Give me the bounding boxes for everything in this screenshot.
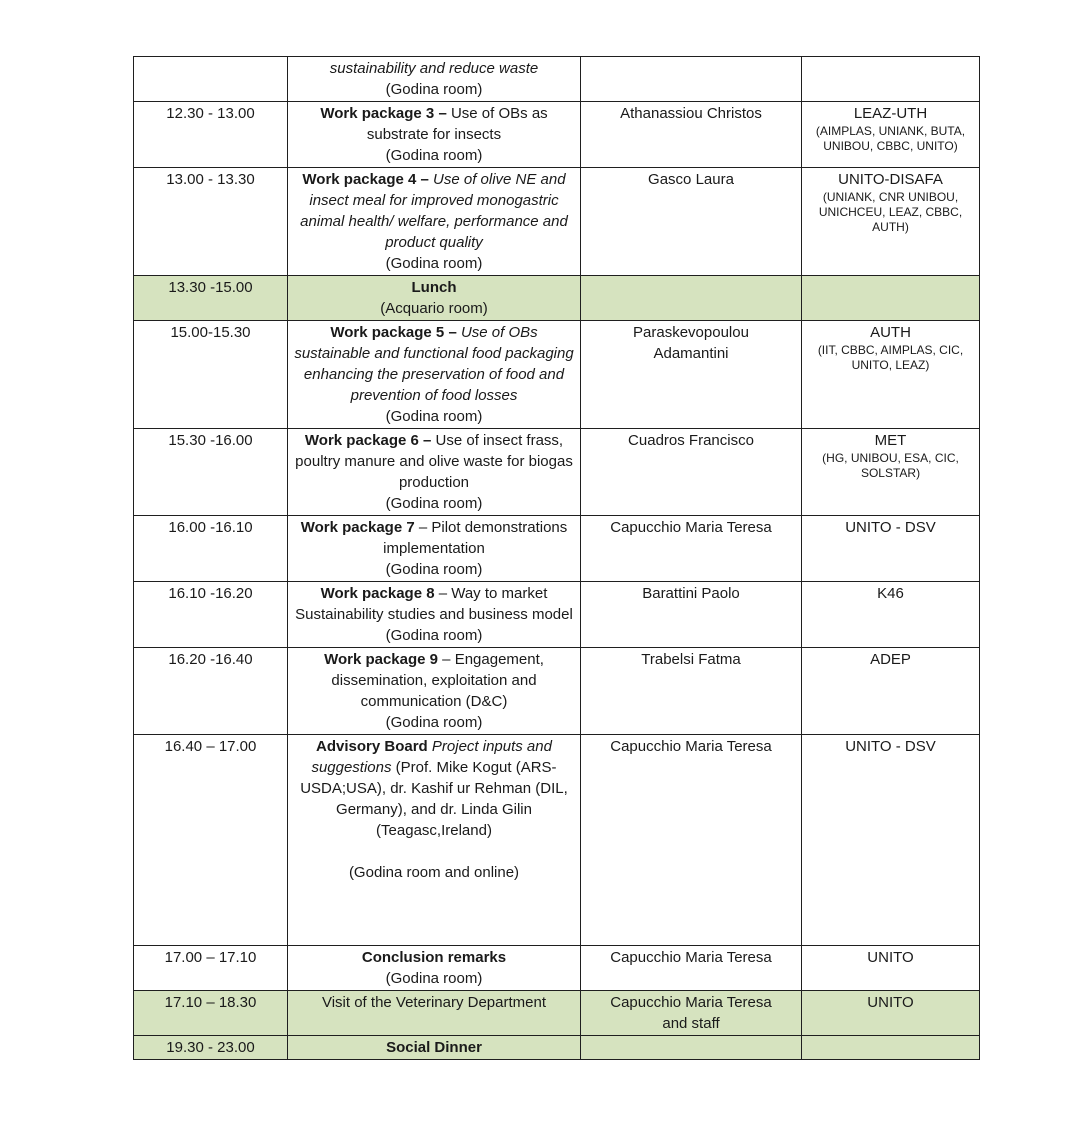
session-description: Work package 3 – Use of OBs as substrate for insects [320,105,548,143]
session-room: (Godina room) [385,147,483,164]
time-cell: 16.40 – 17.00 [134,735,288,946]
organization-cell [802,946,980,991]
presenter-cell [581,57,802,102]
table-row [134,57,980,102]
org-main: UNITO [867,994,914,1011]
org-main: MET [874,432,907,449]
presenter-cell [581,1036,802,1060]
session-description: Work package 7 – Pilot demonstrations implementation [300,519,568,557]
presenter-cell: Capucchio Maria Teresa [581,516,802,582]
table-row [134,946,980,991]
organization-cell [802,102,980,168]
session-description: Social Dinner [386,1039,482,1056]
session-cell [288,57,581,102]
session-room: (Acquario room) [380,300,488,317]
org-main: LEAZ-UTH [853,105,928,122]
organization-cell [802,168,980,276]
table-row [134,582,980,648]
organization-cell [802,582,980,648]
time-cell: 15.30 -16.00 [134,429,288,516]
session-description: Work package 8 – Way to market Sustainability studies and business model [295,585,573,623]
table-row [134,102,980,168]
org-main: UNITO-DISAFA [838,171,943,188]
session-description: Lunch [411,279,457,296]
time-cell: 15.00-15.30 [134,321,288,429]
organization-cell [802,516,980,582]
table-row [134,429,980,516]
presenter-cell: Paraskevopoulou Adamantini [581,321,802,429]
session-description: Advisory Board Project inputs and suggestions (Prof. Mike Kogut (ARS-USDA;USA), dr. Kashif ur Rehman (DIL, Germany), and dr. Linda Gilin (Teagasc,Ireland) [300,738,568,839]
session-cell [288,276,581,321]
session-room: (Godina room) [385,408,483,425]
session-cell [288,168,581,276]
organization-cell [802,276,980,321]
organization-cell [802,648,980,735]
presenter-cell: Capucchio Maria Teresa and staff [581,991,802,1036]
org-main: AUTH [870,324,911,341]
presenter-cell: Gasco Laura [581,168,802,276]
org-main: UNITO - DSV [845,519,936,536]
org-main: UNITO [867,949,914,966]
session-description: Work package 9 – Engagement, dissemination, exploitation and communication (D&C) [324,651,544,710]
time-cell: 17.00 – 17.10 [134,946,288,991]
session-cell [288,991,581,1036]
session-description: Conclusion remarks [361,949,507,966]
session-cell [288,516,581,582]
time-cell: 13.00 - 13.30 [134,168,288,276]
organization-cell [802,991,980,1036]
session-room: (Godina room) [385,81,483,98]
org-main: ADEP [870,651,911,668]
time-cell: 16.20 -16.40 [134,648,288,735]
org-main: UNITO - DSV [845,738,936,755]
organization-cell [802,429,980,516]
session-cell [288,429,581,516]
org-partners: (HG, UNIBOU, ESA, CIC, SOLSTAR) [822,451,959,480]
organization-cell [802,321,980,429]
table-row [134,516,980,582]
org-main: K46 [877,585,904,602]
session-cell [288,102,581,168]
session-cell [288,1036,581,1060]
session-description: Work package 6 – Use of insect frass, poultry manure and olive waste for biogas production [295,432,573,491]
presenter-cell: Barattini Paolo [581,582,802,648]
session-description: Visit of the Veterinary Department [321,994,546,1011]
table-row-social-dinner [134,1036,980,1060]
time-cell: 13.30 -15.00 [134,276,288,321]
presenter-cell: Trabelsi Fatma [581,648,802,735]
session-room: (Godina room) [385,627,483,644]
session-description: sustainability and reduce waste [329,60,539,77]
presenter-cell: Capucchio Maria Teresa [581,735,802,946]
table-row [134,648,980,735]
org-partners: (IIT, CBBC, AIMPLAS, CIC, UNITO, LEAZ) [817,343,964,372]
session-room: (Godina room) [385,255,483,272]
session-cell [288,582,581,648]
session-room: (Godina room) [385,714,483,731]
table-row [134,168,980,276]
session-room: (Godina room and online) [348,864,520,881]
time-cell: 16.00 -16.10 [134,516,288,582]
time-cell: 12.30 - 13.00 [134,102,288,168]
organization-cell [802,1036,980,1060]
session-room: (Godina room) [385,495,483,512]
presenter-cell [581,276,802,321]
organization-cell [802,57,980,102]
table-row-advisory-board [134,735,980,946]
session-cell [288,648,581,735]
agenda-table [133,56,980,1060]
organization-cell [802,735,980,946]
presenter-cell: Cuadros Francisco [581,429,802,516]
presenter-cell: Athanassiou Christos [581,102,802,168]
org-partners: (AIMPLAS, UNIANK, BUTA, UNIBOU, CBBC, UNITO) [815,124,966,153]
session-room: (Godina room) [385,561,483,578]
session-description: Work package 4 – Use of olive NE and insect meal for improved monogastric animal health/ welfare, performance and product quality [300,171,568,251]
session-cell [288,321,581,429]
session-description: Work package 5 – Use of OBs sustainable and functional food packaging enhancing the preservation of food and prevention of food losses [294,324,574,404]
org-partners: (UNIANK, CNR UNIBOU, UNICHCEU, LEAZ, CBBC, AUTH) [818,190,963,234]
session-room: (Godina room) [385,970,483,987]
table-row [134,321,980,429]
session-cell [288,735,581,946]
table-row-lunch [134,276,980,321]
time-cell: 19.30 - 23.00 [134,1036,288,1060]
session-cell [288,946,581,991]
table-row-visit [134,991,980,1036]
time-cell [134,57,288,102]
time-cell: 17.10 – 18.30 [134,991,288,1036]
time-cell: 16.10 -16.20 [134,582,288,648]
presenter-cell: Capucchio Maria Teresa [581,946,802,991]
